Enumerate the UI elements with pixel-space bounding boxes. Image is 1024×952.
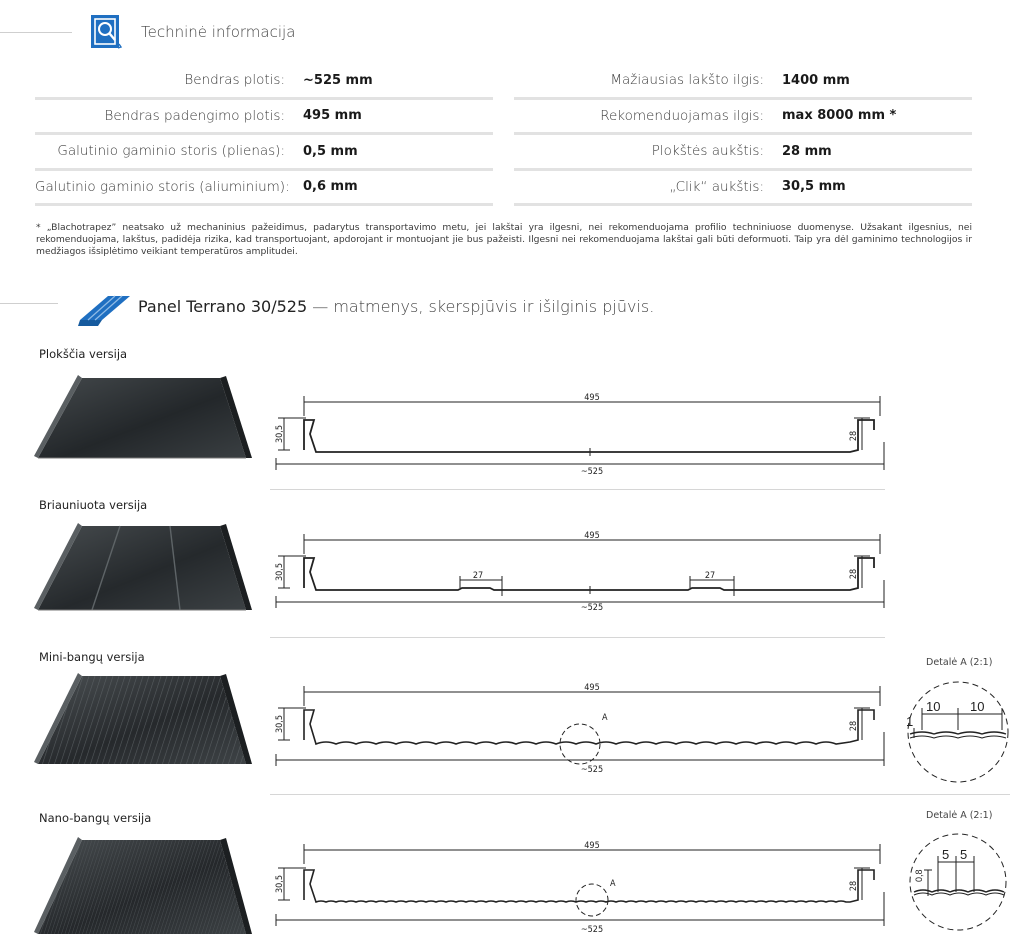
variant-label-flat: Plokščia versija [39,347,128,361]
spec-row [514,64,972,100]
footnote: * „Blachotrapez” neatsako už mechaninius pažeidimus, padarytus transportavimo metu, jei lakštai yra ilgesni, nei rekomenduojama profilio techniniuose duomenyse. Užsakant ilgesnius, nei rekomenduojama, lakštus, padidėja rizika, kad transportuojant, apdorojant ir montuojant jie bus pažeisti. Ilgesni nei rekomenduojama lakštai gali būti deformuoti. Taip yra dėl gaminimo technologijos ir medžiagos išsiplėtimo veikiant temperatūros amplitudei. [36,222,972,257]
detail-a-nano-wave [906,830,1012,934]
header-rule-left [0,32,72,33]
sheet-image-ribbed [30,522,255,618]
dim-clik-height: 30,5 [275,424,285,444]
sheet-image-nano-wave [30,836,255,940]
spec-row [514,171,972,207]
separator [270,489,885,490]
detail-marker: A [602,713,608,723]
dim-clik-height: 30,5 [275,714,285,734]
spec-value: 495 mm [303,108,362,124]
spec-value: 1400 mm [782,72,850,88]
spec-table-right [514,64,972,206]
variant-label-nano-wave: Nano-bangų versija [39,811,152,825]
dim-total-width: ~525 [580,765,604,775]
spec-table-left [35,64,493,206]
detail-title-nano: Detalė A (2:1) [926,810,993,821]
spec-row [35,171,493,207]
dim-cover-width: 495 [584,683,600,693]
dim-cover-width: 495 [584,393,600,403]
separator [270,637,885,638]
header-rule-left-2 [0,303,58,304]
detail-dim-wave-height: 0,8 [914,869,924,882]
spec-value: 0,6 mm [303,179,358,195]
spec-row [514,100,972,136]
document-search-icon [90,14,124,50]
variant-label-mini-wave: Mini-bangų versija [39,650,145,664]
dim-clik-height: 30,5 [275,874,285,894]
dim-cover-width: 495 [584,531,600,541]
spec-label: Rekomenduojamas ilgis: [600,107,764,124]
spec-row [35,100,493,136]
spec-label: Plokštės aukštis: [651,143,764,160]
spec-row [514,135,972,171]
detail-dim-wave-height: 1 [906,714,914,729]
spec-value: max 8000 mm * [782,108,897,124]
dim-panel-height: 28 [849,720,859,732]
roof-panel-icon [78,290,132,328]
spec-value: 28 mm [782,143,832,159]
detail-title-mini: Detalė A (2:1) [926,657,993,668]
spec-value: ~525 mm [303,72,373,88]
cross-section-mini-wave [270,682,890,774]
dim-panel-height: 28 [849,568,859,580]
separator [270,794,1010,795]
spec-label: Galutinio gaminio storis (plienas): [57,143,285,160]
spec-label: Galutinio gaminio storis (aliuminium): [35,178,290,195]
dim-panel-height: 28 [849,880,859,892]
detail-dim-pitch: 10 [970,699,985,714]
sheet-image-flat [30,374,255,466]
spec-value: 0,5 mm [303,143,358,159]
dim-cover-width: 495 [584,841,600,851]
spec-label: Mažiausias lakšto ilgis: [610,72,764,89]
cross-section-ribbed [270,530,890,616]
dim-rib-width: 27 [472,571,484,581]
detail-marker: A [610,879,616,889]
panel-subtitle: — matmenys, skerspjūvis ir išilginis pjūvis. [307,297,655,316]
spec-label: Bendras padengimo plotis: [104,107,285,124]
cross-section-nano-wave [270,838,890,934]
dim-total-width: ~525 [580,925,604,935]
detail-dim-pitch: 5 [960,847,968,862]
spec-row [35,64,493,100]
spec-value: 30,5 mm [782,179,846,195]
section-title-panel [138,297,654,316]
cross-section-flat [270,392,890,478]
variant-label-ribbed: Briauniuota versija [39,498,148,512]
detail-dim-pitch: 10 [926,699,941,714]
panel-name: Panel Terrano 30/525 [138,297,308,316]
dim-panel-height: 28 [849,430,859,442]
sheet-image-mini-wave [30,672,255,772]
dim-total-width: ~525 [580,603,604,613]
detail-a-mini-wave [904,678,1014,786]
dim-clik-height: 30,5 [275,562,285,582]
section-title-technical: Techninė informacija [141,23,296,41]
spec-label: „Clik“ aukštis: [669,178,764,195]
detail-dim-pitch: 5 [942,847,950,862]
spec-row [35,135,493,171]
dim-rib-width: 27 [704,571,716,581]
dim-total-width: ~525 [580,467,604,477]
spec-label: Bendras plotis: [184,72,285,89]
